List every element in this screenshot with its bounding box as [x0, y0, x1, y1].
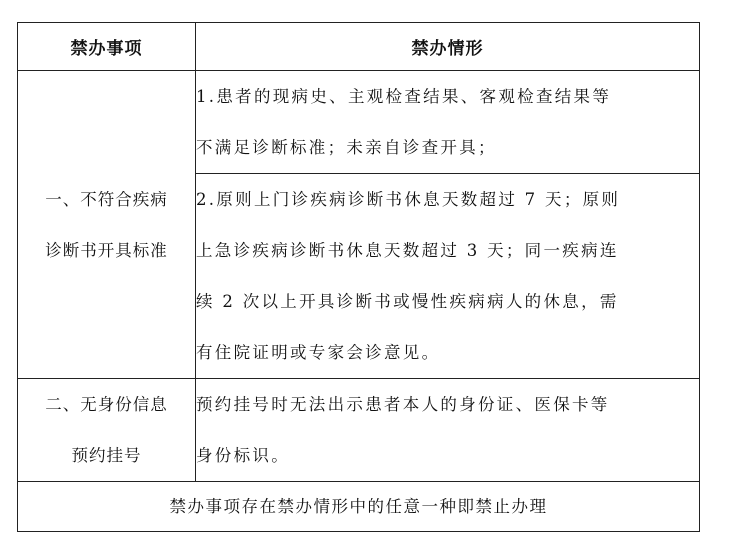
prohibited-items-table [17, 22, 700, 532]
table-row [18, 71, 700, 174]
category-line: 二、无身份信息 [45, 395, 168, 414]
circumstance-line: 预约挂号时无法出示患者本人的身份证、医保卡等 [196, 395, 610, 414]
table-row [18, 379, 700, 482]
circumstance-cell [196, 174, 700, 379]
circumstance-line: 身份标识。 [196, 446, 290, 465]
table-footer-row [18, 482, 700, 532]
category-cell [18, 71, 196, 379]
circumstance-cell [196, 379, 700, 482]
circumstance-line: 上急诊疾病诊断书休息天数超过 3 天；同一疾病连 [196, 241, 619, 260]
circumstance-line: 续 2 次以上开具诊断书或慢性疾病病人的休息，需 [196, 292, 619, 311]
category-line: 一、不符合疾病 [45, 189, 168, 209]
category-line: 预约挂号 [71, 446, 142, 465]
header-prohibited-item: 禁办事项 [18, 23, 196, 71]
circumstance-line: 1.患者的现病史、主观检查结果、客观检查结果等 [196, 87, 612, 106]
circumstance-cell [196, 71, 700, 174]
table-footer-note: 禁办事项存在禁办情形中的任意一种即禁止办理 [18, 482, 700, 532]
circumstance-line: 不满足诊断标准；未亲自诊查开具； [196, 138, 497, 157]
circumstance-line: 有住院证明或专家会诊意见。 [196, 343, 441, 362]
category-line: 诊断书开具标准 [45, 240, 168, 260]
category-cell [18, 379, 196, 482]
table-header-row [18, 23, 700, 71]
header-prohibited-circumstance: 禁办情形 [196, 23, 700, 71]
circumstance-line: 2.原则上门诊疾病诊断书休息天数超过 7 天；原则 [196, 190, 621, 209]
